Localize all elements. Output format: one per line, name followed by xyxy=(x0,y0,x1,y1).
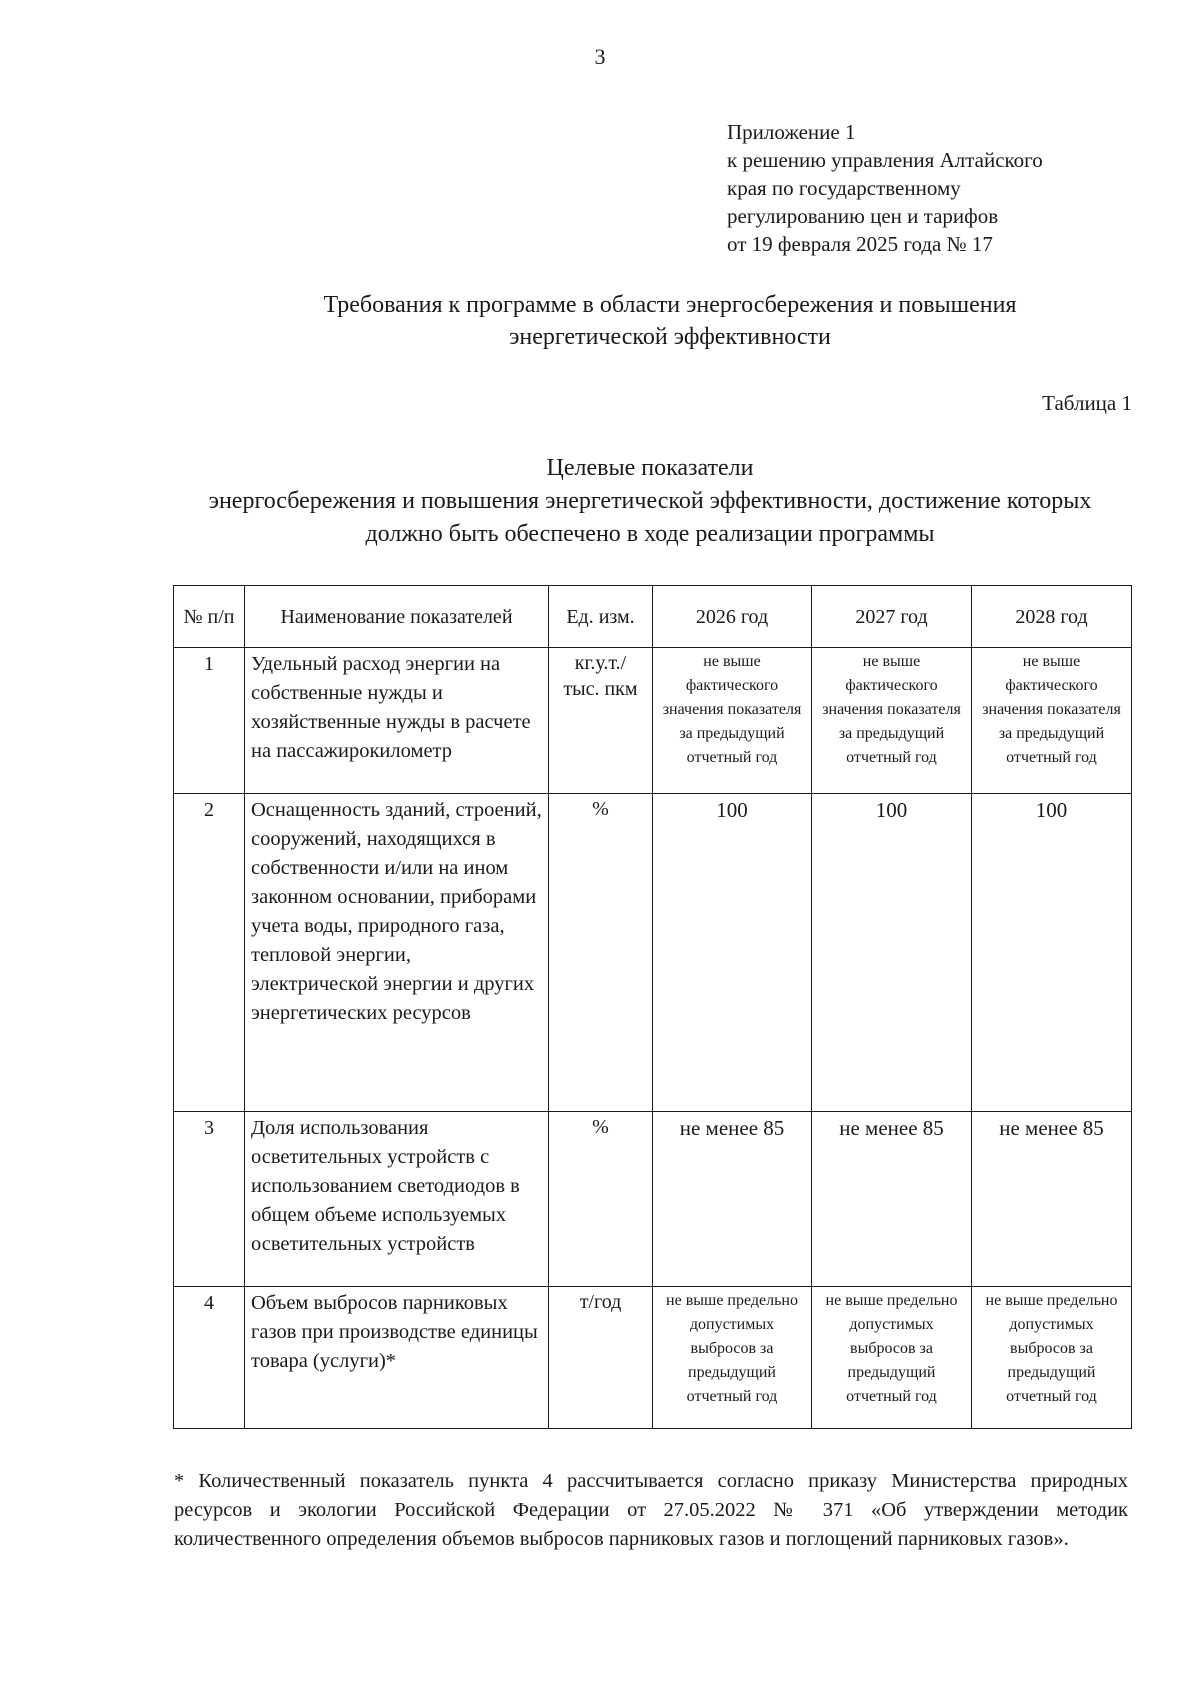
row-value-2026: не выше предельно допустимых выбросов за предыдущий отчетный год xyxy=(653,1287,812,1429)
annex-block xyxy=(727,118,1167,258)
row-unit: т/год xyxy=(549,1287,653,1429)
annex-line: Приложение 1 xyxy=(727,120,856,144)
footnote: * Количественный показатель пункта 4 рассчитывается согласно приказу Министерства природных ресурсов и экологии Российской Федерации от 27.05.2022 № 371 «Об утверждении методик количественного определения объемов выбросов парниковых газов и поглощений парниковых газов». xyxy=(174,1470,1128,1550)
annex-line: к решению управления Алтайского xyxy=(727,148,1043,172)
row-value-2028: не выше предельно допустимых выбросов за предыдущий отчетный год xyxy=(972,1287,1132,1429)
header-num: № п/п xyxy=(174,586,245,648)
requirements-title: Требования к программе в области энергосбережения и повышения энергетической эффективности xyxy=(323,292,1017,350)
header-unit: Ед. изм. xyxy=(549,586,653,648)
row-value-2026: не менее 85 xyxy=(653,1112,812,1287)
row-name: Удельный расход энергии на собственные нужды и хозяйственные нужды в расчете на пассажирокилометр xyxy=(245,648,549,794)
row-name: Оснащенность зданий, строений, сооружений, находящихся в собственности и/или на ином законном основании, приборами учета воды, природного газа, тепловой энергии, электрической энергии и других энергетических ресурсов xyxy=(245,794,549,1112)
header-name: Наименование показателей xyxy=(245,586,549,648)
row-value-2026: 100 xyxy=(653,794,812,1112)
targets-title-line1: Целевые показатели xyxy=(546,455,754,481)
row-unit: % xyxy=(549,1112,653,1287)
row-value-2026: не выше фактического значения показателя за предыдущий отчетный год xyxy=(653,648,812,794)
row-num: 3 xyxy=(174,1112,245,1287)
row-unit: кг.у.т./ тыс. пкм xyxy=(549,648,653,794)
annex-line: края по государственному xyxy=(727,176,961,200)
table-row xyxy=(174,794,1132,1112)
annex-line: регулированию цен и тарифов xyxy=(727,204,999,228)
table-header-row xyxy=(174,586,1132,648)
row-value-2027: не менее 85 xyxy=(812,1112,972,1287)
row-num: 4 xyxy=(174,1287,245,1429)
row-num: 1 xyxy=(174,648,245,794)
row-value-2028: 100 xyxy=(972,794,1132,1112)
row-value-2028: не выше фактического значения показателя за предыдущий отчетный год xyxy=(972,648,1132,794)
row-unit: % xyxy=(549,794,653,1112)
table-label: Таблица 1 xyxy=(1042,391,1132,415)
header-2028: 2028 год xyxy=(972,586,1132,648)
annex-line: от 19 февраля 2025 года № 17 xyxy=(727,232,993,256)
row-name: Объем выбросов парниковых газов при производстве единицы товара (услуги)* xyxy=(245,1287,549,1429)
row-value-2027: 100 xyxy=(812,794,972,1112)
row-value-2027: не выше фактического значения показателя за предыдущий отчетный год xyxy=(812,648,972,794)
header-2027: 2027 год xyxy=(812,586,972,648)
row-num: 2 xyxy=(174,794,245,1112)
table-row xyxy=(174,1287,1132,1429)
page-number: 3 xyxy=(594,44,606,69)
row-name: Доля использования осветительных устройств с использованием светодиодов в общем объеме используемых осветительных устройств xyxy=(245,1112,549,1287)
table-row xyxy=(174,648,1132,794)
row-value-2027: не выше предельно допустимых выбросов за предыдущий отчетный год xyxy=(812,1287,972,1429)
table-row xyxy=(174,1112,1132,1287)
targets-title-line2: энергосбережения и повышения энергетической эффективности, достижение которых должно быть обеспечено в ходе реализации программы xyxy=(208,488,1092,547)
row-value-2028: не менее 85 xyxy=(972,1112,1132,1287)
targets-table xyxy=(173,585,1132,1429)
targets-title xyxy=(170,452,1130,551)
header-2026: 2026 год xyxy=(653,586,812,648)
